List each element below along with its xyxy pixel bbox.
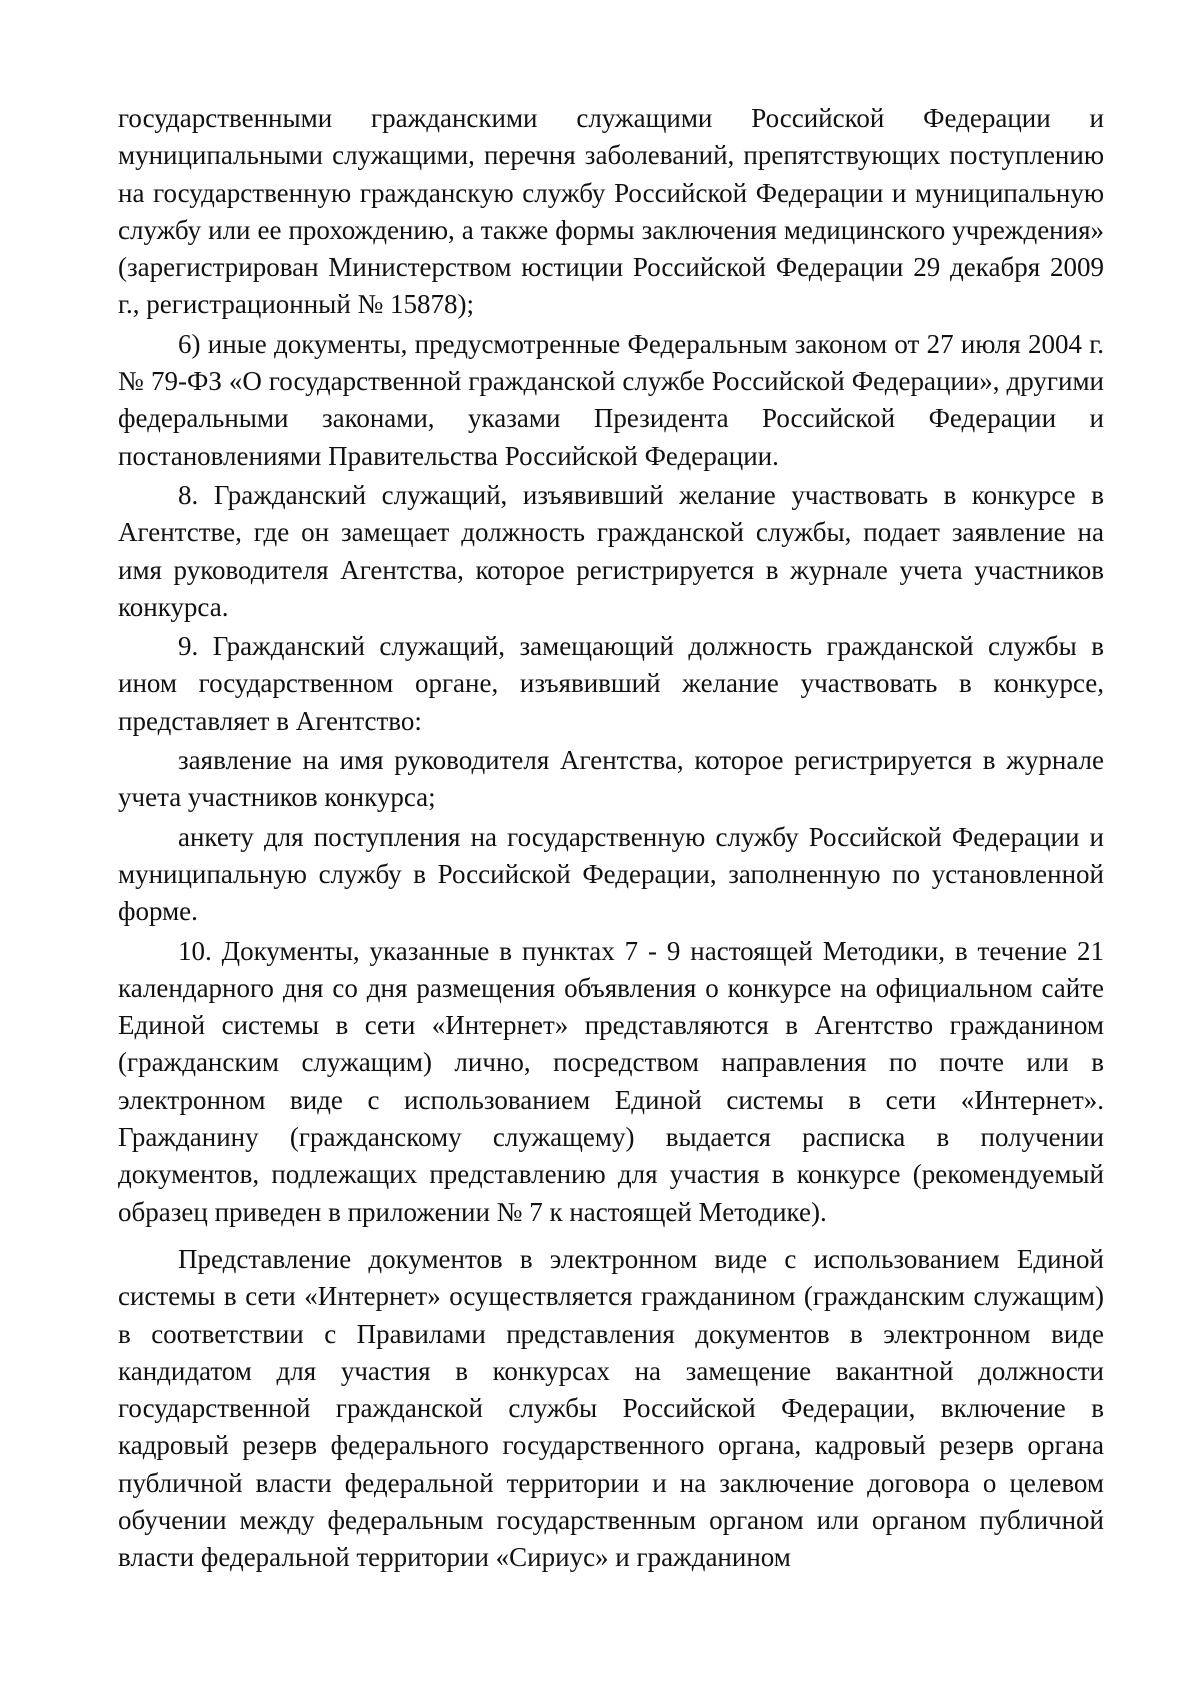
paragraph-8: 8. Гражданский служащий, изъявивший желание участвовать в конкурсе в Агентстве, где он замещает должность гражданской службы, подает заявление на имя руководителя Агентства, которое регистрируется в журнале учета участников конкурса. (118, 479, 1104, 622)
paragraph-item-6: 6) иные документы, предусмотренные Федеральным законом от 27 июля 2004 г. № 79-ФЗ «О государственной гражданской службе Российской Федерации», другими федеральными законами, указами Президента Российской Федерации и постановлениями Правительства Российской Федерации. (118, 328, 1104, 471)
paragraph-electronic-submission: Представление документов в электронном виде с использованием Единой системы в сети «Интернет» осуществляется гражданином (гражданским служащим) в соответствии с Правилами представления документов в электронном виде кандидатом для участия в конкурсах на замещение вакантной должности государственной гражданской службы Российской Федерации, включение в кадровый резерв федерального государственного органа, кадровый резерв органа публичной власти федеральной территории и на заключение договора о целевом обучении между федеральным государственным органом или органом публичной власти федеральной территории «Сириус» и гражданином (118, 1243, 1104, 1573)
document-page (118, 100, 1104, 1579)
paragraph-9-application: заявление на имя руководителя Агентства, которое регистрируется в журнале учета участников конкурса; (118, 745, 1104, 813)
paragraph-9-questionnaire: анкету для поступления на государственную службу Российской Федерации и муниципальную службу в Российской Федерации, заполненную по установленной форме. (118, 821, 1104, 927)
paragraph-9: 9. Гражданский служащий, замещающий должность гражданской службы в ином государственном органе, изъявивший желание участвовать в конкурсе, представляет в Агентство: (118, 631, 1104, 736)
paragraph-continuation: государственными гражданскими служащими Российской Федерации и муниципальными служащими, перечня заболеваний, препятствующих поступлению на государственную гражданскую службу Российской Федерации и муниципальную службу или ее прохождению, а также формы заключения медицинского учреждения» (зарегистрирован Министерством юстиции Российской Федерации 29 декабря 2009 г., регистрационный № 15878); (118, 103, 1104, 320)
paragraph-10: 10. Документы, указанные в пунктах 7 - 9 настоящей Методики, в течение 21 календарного дня со дня размещения объявления о конкурсе на официальном сайте Единой системы в сети «Интернет» представляются в Агентство гражданином (гражданским служащим) лично, посредством направления по почте или в электронном виде с использованием Единой системы в сети «Интернет». Гражданину (гражданскому служащему) выдается расписка в получении документов, подлежащих представлению для участия в конкурсе (рекомендуемый образец приведен в приложении № 7 к настоящей Методике). (118, 935, 1104, 1227)
